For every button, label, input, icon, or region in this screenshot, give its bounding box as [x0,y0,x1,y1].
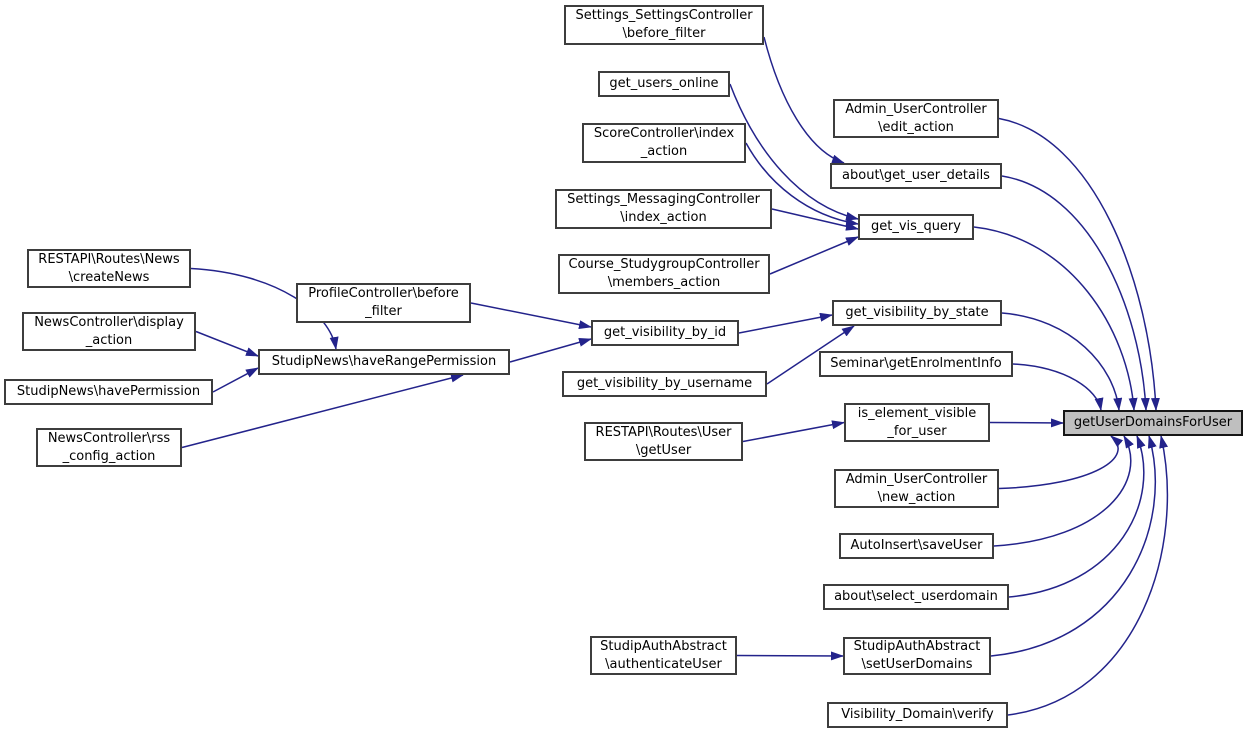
graph-node-label: about\get_user_details [842,168,990,183]
graph-node-display_action[interactable] [22,312,196,351]
graph-node-enrolment_info[interactable] [819,351,1013,377]
graph-node-label: NewsController\display [34,314,184,330]
graph-node-label: \new_action [877,489,956,505]
graph-node-label: \edit_action [878,119,954,135]
graph-node-label: about\select_userdomain [834,589,998,604]
graph-node-label: Course_StudygroupController [568,257,760,272]
graph-node-vis_by_username[interactable] [562,371,767,397]
graph-node-label: StudipNews\havePermission [16,384,201,399]
graph-node-is_element_visible[interactable] [844,403,990,442]
graph-node-label: Admin_UserController [845,471,988,487]
graph-node-label: _action [85,332,133,348]
graph-node-label: get_visibility_by_username [576,376,753,391]
graph-node-settings_before_filter[interactable] [564,5,764,45]
graph-node-label: AutoInsert\saveUser [850,538,983,553]
graph-node-label: is_element_visible [857,405,977,421]
graph-node-label: _config_action [62,448,156,464]
graph-node-label: Settings_MessagingController [567,192,760,207]
graph-node-label: StudipAuthAbstract [853,639,981,654]
graph-node-label: getUserDomainsForUser [1073,415,1233,430]
graph-node-label: NewsController\rss [47,430,171,446]
graph-node-label: get_vis_query [871,219,961,234]
graph-node-about_details[interactable] [830,163,1002,189]
graph-node-auto_insert_save[interactable] [839,533,994,559]
graph-node-create_news[interactable] [27,249,191,288]
graph-node-auth_set_domains[interactable] [843,637,991,675]
graph-node-label: \authenticateUser [605,656,722,672]
graph-node-label: RESTAPI\Routes\News [38,251,180,267]
graph-node-label: Settings_SettingsController [575,8,753,23]
graph-node-have_permission[interactable] [4,379,213,405]
graph-node-label: RESTAPI\Routes\User [595,424,732,440]
graph-node-label: Seminar\getEnrolmentInfo [830,356,1002,371]
graph-node-label: _for_user [887,423,947,439]
graph-node-restapi_get_user[interactable] [584,422,743,461]
graph-node-label: StudipNews\haveRangePermission [271,354,497,369]
graph-node-label: get_visibility_by_id [603,325,727,340]
graph-node-label: ProfileController\before [308,286,459,301]
graph-node-visibility_verify[interactable] [827,702,1008,728]
graph-node-messaging_index[interactable] [555,189,772,229]
graph-node-score_index[interactable] [582,123,746,163]
graph-node-studygroup_members[interactable] [558,254,770,294]
graph-node-have_range[interactable] [258,349,510,375]
graph-node-label: Visibility_Domain\verify [841,707,994,722]
graph-node-vis_by_id[interactable] [591,320,739,346]
graph-node-get_vis_query[interactable] [858,214,974,240]
graph-node-get_users_online[interactable] [598,71,730,97]
graph-node-label: \setUserDomains [861,657,973,672]
graph-node-label: Admin_UserController [845,101,987,117]
graph-node-rss_config[interactable] [36,428,182,467]
graph-node-label: \getUser [635,442,692,458]
graph-node-label: ScoreController\index [593,126,735,141]
graph-node-label: _action [640,144,688,159]
graph-node-profile_before[interactable] [296,283,471,323]
graph-node-select_userdomain[interactable] [823,584,1009,610]
graph-node-label: \before_filter [622,26,706,41]
graph-node-label: get_visibility_by_state [845,305,989,320]
graph-node-admin_edit[interactable] [833,99,999,138]
graph-node-label: \index_action [620,210,707,225]
graph-node-label: get_users_online [609,76,719,91]
graph-node-label: StudipAuthAbstract [600,638,727,654]
graph-node-label: _filter [365,304,402,319]
graph-node-vis_by_state[interactable] [832,300,1002,326]
graph-node-auth_authenticate[interactable] [590,636,737,675]
graph-node-get_user_domains [1063,410,1243,436]
graph-node-admin_new[interactable] [834,469,999,508]
graph-node-label: \createNews [68,269,150,285]
graph-node-label: \members_action [607,275,721,290]
